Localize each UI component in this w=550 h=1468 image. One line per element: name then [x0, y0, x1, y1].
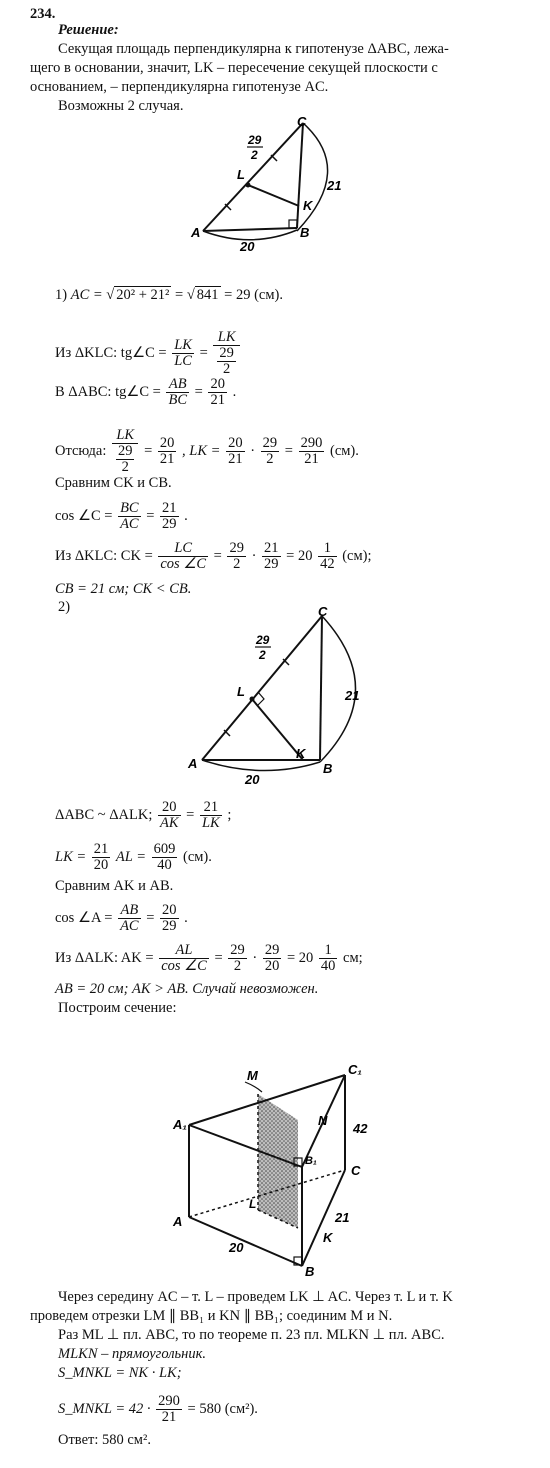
label-b: B — [305, 1264, 315, 1279]
cases-line: Возможны 2 случая. — [58, 98, 184, 114]
label-b1: B₁ — [305, 1155, 317, 1167]
label-b: B — [323, 761, 333, 776]
case-1-line-5: Сравним CK и CB. — [55, 475, 172, 491]
label-l: L — [237, 167, 245, 182]
final-line-1: Через середину AC – т. L – проведем LK ⊥ AC. Через т. L и т. K — [58, 1289, 453, 1305]
label-a: A — [188, 756, 198, 771]
intro-line-2: щего в основании, значит, LK – пересечение секущей плоскости с — [30, 60, 438, 76]
case-2-line-4: cos ∠A = $\frac{AB}{AC}$ = $\frac{20}{29}$ . — [55, 902, 188, 934]
label-20: 20 — [245, 772, 260, 787]
point-l — [246, 183, 251, 188]
section-mlkn — [258, 1094, 298, 1228]
label-a: A — [173, 1214, 183, 1229]
final-line-6: S_MNKL = 42 · $\frac{290}{21}$ = 580 (см²). — [58, 1393, 258, 1425]
final-line-4: MLKN – прямоугольник. — [58, 1346, 207, 1362]
label-29: 29 — [256, 633, 270, 647]
solution-label: Решение: — [58, 22, 119, 38]
leg-ab — [203, 228, 297, 231]
label-c: C — [318, 604, 328, 619]
case-1-line-4: Отсюда: $\frac{LK}{\frac{29}{2}}$ = $\frac{20}{21}$ , LK = $\frac{20}{21}$ · $\frac{29}{2}$ = $\frac{290}{21}$ (см). — [55, 427, 359, 475]
label-b: B — [300, 225, 310, 240]
final-answer: Ответ: 580 см². — [58, 1432, 151, 1448]
label-l: L — [237, 684, 245, 699]
final-line-2: проведем отрезки LM ∥ BB₁ и KN ∥ BB₁; соединим M и N. — [30, 1308, 393, 1324]
leg-bc — [320, 616, 322, 760]
label-21: 21 — [345, 688, 360, 703]
intro-line-1: Секущая площадь перпендикулярна к гипотенузе ΔABC, лежа- — [58, 41, 449, 57]
case-2-line-2: LK = $\frac{21}{20}$ AL = $\frac{609}{40}$ (см). — [55, 841, 212, 873]
case-1-line-8: CB = 21 см; CK < CB. — [55, 581, 192, 597]
figure-case-1 — [185, 112, 360, 257]
label-n: N — [318, 1113, 328, 1128]
right-angle-mark-b — [289, 220, 297, 228]
label-k: K — [323, 1230, 333, 1245]
case-1-line-6: cos ∠C = $\frac{BC}{AC}$ = $\frac{21}{29}$ . — [55, 500, 188, 532]
label-29: 29 — [248, 133, 262, 147]
label-2: 2 — [251, 148, 258, 162]
case-2-line-7: Построим сечение: — [58, 1000, 177, 1016]
case-1-line-1: 1) AC = √ 20² + 21² = √ 841 = 29 (см). — [55, 287, 283, 303]
label-20: 20 — [240, 239, 255, 254]
label-a: A — [191, 225, 201, 240]
case-2-line-3: Сравним AK и AB. — [55, 878, 174, 894]
final-line-5: S_MNKL = NK · LK; — [58, 1365, 182, 1381]
label-2: 2 — [259, 648, 266, 662]
case-2-line-5: Из ΔALK: AK = $\frac{AL}{\cos \angle C}$ = $\frac{29}{2}$ · $\frac{29}{20}$ = 20 $\frac{1}{40}$ см; — [55, 942, 363, 974]
label-a1: A₁ — [173, 1117, 187, 1132]
edge-ab — [189, 1217, 302, 1266]
intro-line-3: основанием, – перпендикулярна гипотенузе AC. — [30, 79, 329, 95]
label-c1: C₁ — [348, 1062, 362, 1077]
arrow-m — [245, 1082, 262, 1092]
segment-lk — [248, 185, 299, 206]
label-20: 20 — [229, 1240, 244, 1255]
label-m: M — [247, 1068, 258, 1083]
label-21: 21 — [327, 178, 342, 193]
point-l — [250, 697, 255, 702]
label-c: C — [351, 1163, 361, 1178]
label-k: K — [303, 198, 313, 213]
final-line-3: Раз ML ⊥ пл. ABC, то по теореме п. 23 пл. MLKN ⊥ пл. ABC. — [58, 1327, 445, 1343]
case-1-line-3: В ΔABC: tg∠C = $\frac{AB}{BC}$ = $\frac{20}{21}$ . — [55, 376, 237, 408]
label-l: L — [249, 1197, 257, 1211]
case-2-number: 2) — [58, 599, 71, 615]
figure-prism — [165, 1050, 390, 1282]
arc-20 — [202, 760, 320, 771]
case-2-line-6: AB = 20 см; AK > AB. Случай невозможен. — [55, 981, 319, 997]
label-21: 21 — [335, 1210, 350, 1225]
label-c: C — [297, 114, 307, 129]
case-1-line-2: Из ΔKLC: tg∠C = $\frac{LK}{LC}$ = $\frac{LK}{\frac{29}{2}}$ — [55, 330, 242, 377]
figure-case-2 — [180, 602, 380, 794]
case-1-line-7: Из ΔKLC: CK = $\frac{LC}{\cos \angle C}$ = $\frac{29}{2}$ · $\frac{21}{29}$ = 20 $\frac{1}{42}$ (см); — [55, 540, 372, 572]
problem-number: 234. — [30, 6, 56, 22]
label-k: K — [296, 746, 306, 761]
label-42: 42 — [353, 1121, 368, 1136]
case-2-line-1: ΔABC ~ ΔALK; $\frac{20}{AK}$ = $\frac{21}{LK}$ ; — [55, 799, 232, 831]
